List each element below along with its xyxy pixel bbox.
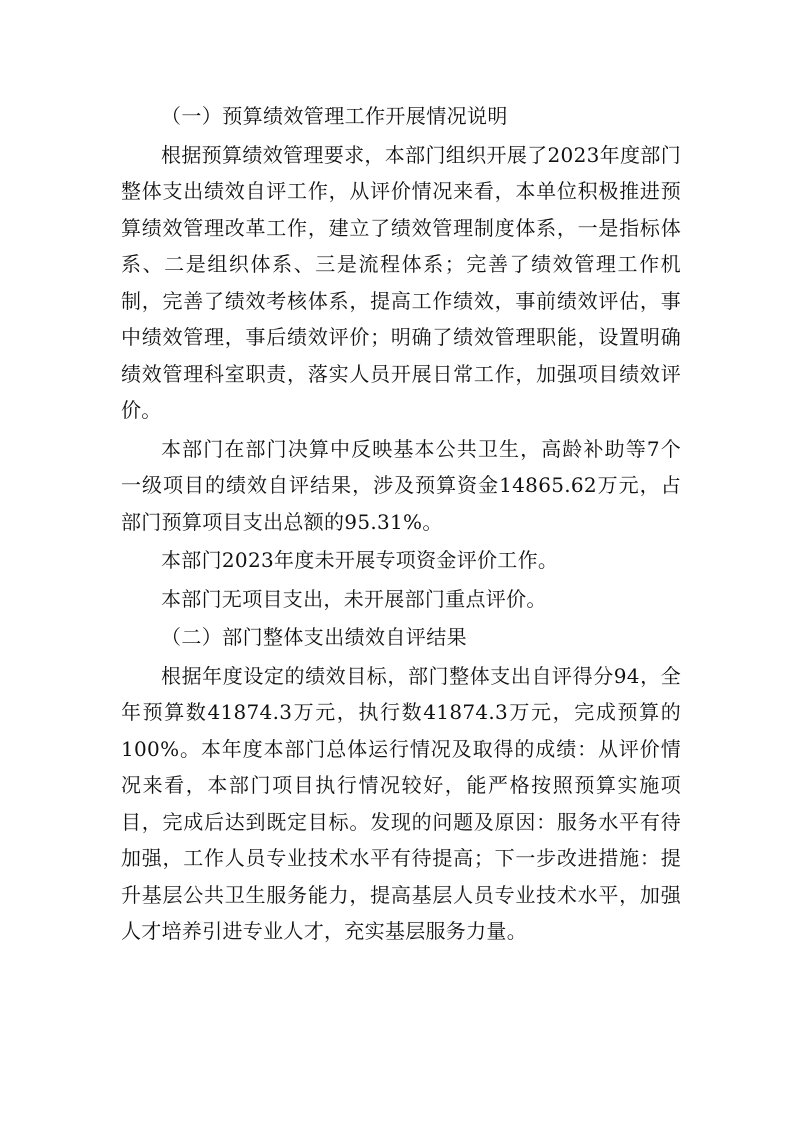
paragraph-self-evaluation-work: 根据预算绩效管理要求，本部门组织开展了2023年度部门整体支出绩效自评工作，从评价情况来看，本单位积极推进预算绩效管理改革工作，建立了绩效管理制度体系，一是指标体系、二是组织体系、三是流程体系；完善了绩效管理工作机制，完善了绩效考核体系，提高工作绩效，事前绩效评估，事中绩效管理，事后绩效评价；明确了绩效管理职能，设置明确绩效管理科室职责，落实人员开展日常工作，加强项目绩效评价。 — [121, 142, 681, 422]
section-heading-budget-performance: （一）预算绩效管理工作开展情况说明 — [161, 104, 508, 128]
document-body — [121, 98, 681, 950]
paragraph-special-funds: 本部门2023年度未开展专项资金评价工作。 — [161, 548, 559, 572]
paragraph-project-results: 本部门在部门决算中反映基本公共卫生，高龄补助等7个一级项目的绩效自评结果，涉及预算资金14865.62万元，占部门预算项目支出总额的95.31%。 — [121, 436, 681, 534]
paragraph-overall-results: 根据年度设定的绩效目标，部门整体支出自评得分94，全年预算数41874.3万元，执行数41874.3万元，完成预算的100%。本年度本部门总体运行情况及取得的成绩：从评价情况来看，本部门项目执行情况较好，能严格按照预算实施项目，完成后达到既定目标。发现的问题及原因：服务水平有待加强，工作人员专业技术水平有待提高；下一步改进措施：提升基层公共卫生服务能力，提高基层人员专业技术水平，加强人才培养引进专业人才，充实基层服务力量。 — [121, 663, 681, 943]
paragraph-key-evaluation: 本部门无项目支出，未开展部门重点评价。 — [161, 586, 547, 611]
section-heading-overall-results: （二）部门整体支出绩效自评结果 — [161, 625, 467, 649]
